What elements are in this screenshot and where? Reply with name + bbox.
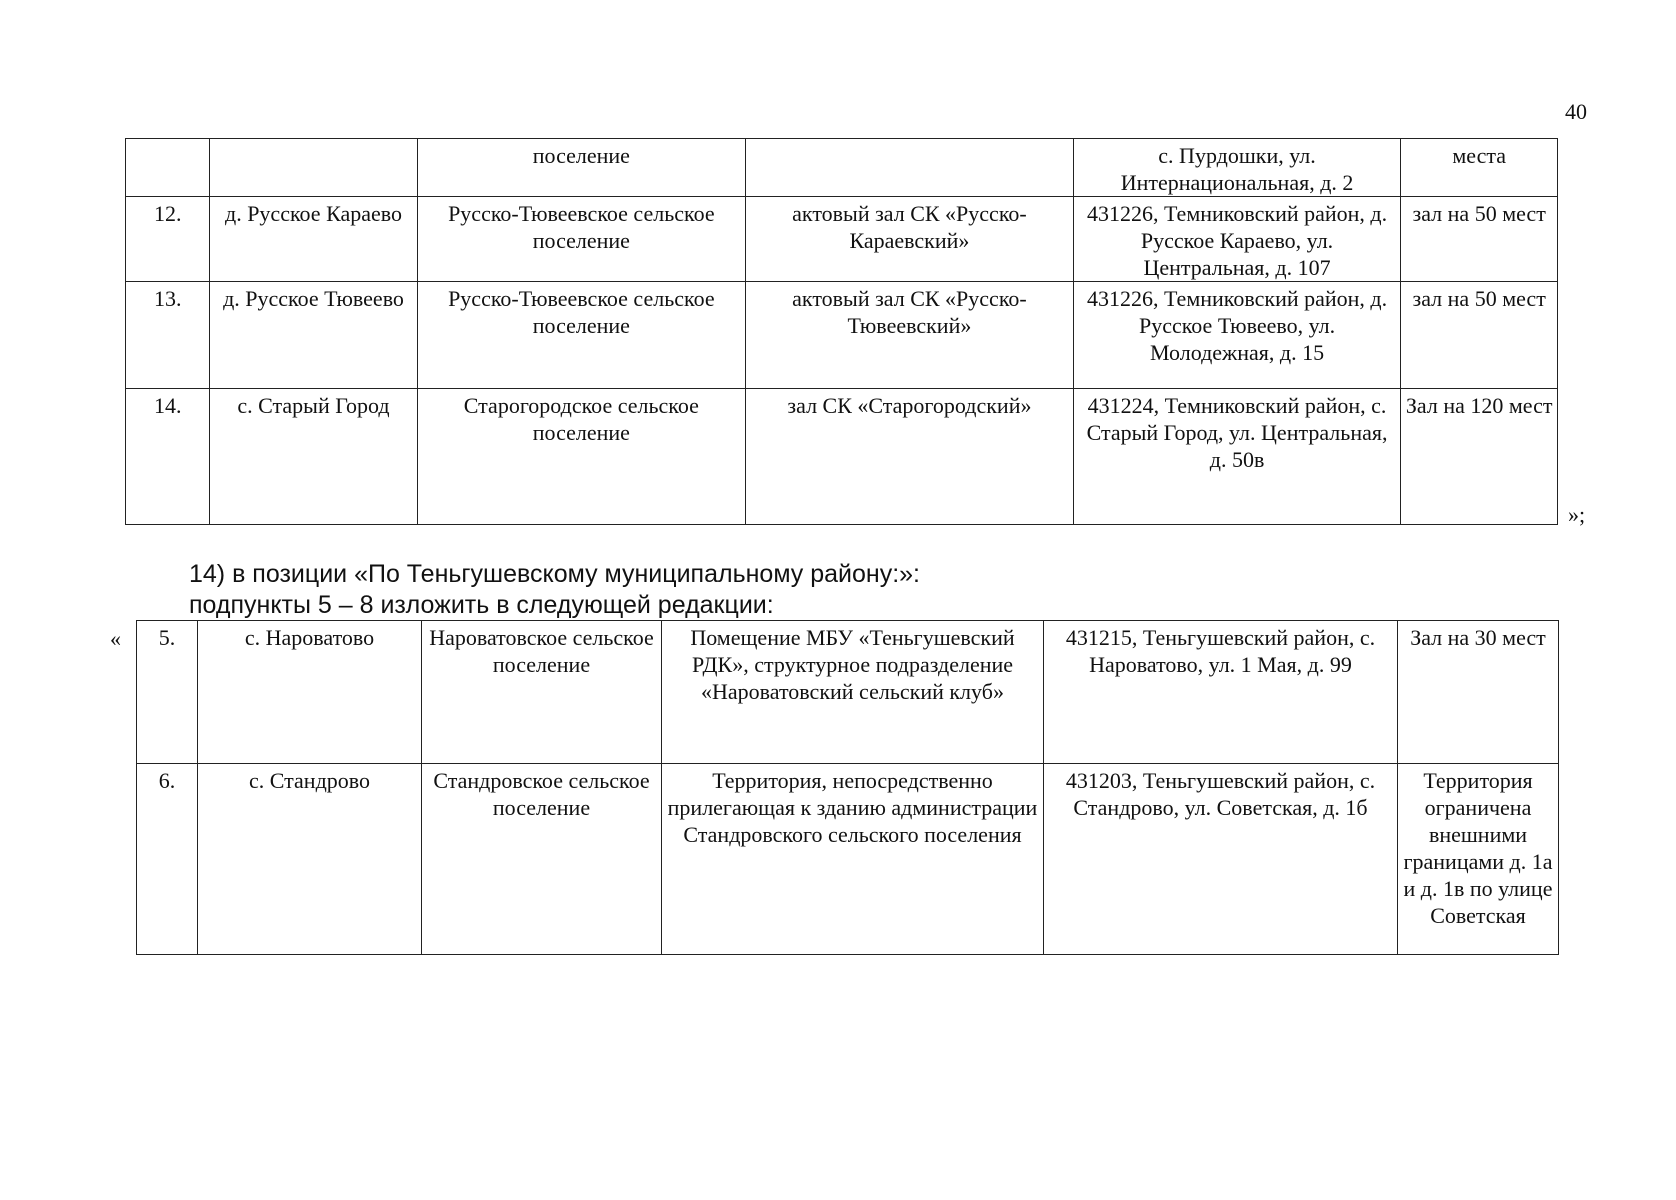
locations-table-continued	[125, 138, 1558, 525]
address-cell: с. Пурдошки, ул. Интернациональная, д. 2	[1073, 139, 1401, 197]
table-row	[126, 389, 1558, 525]
table-row	[126, 139, 1558, 197]
venue-cell: актовый зал СК «Русско-Тювеевский»	[746, 282, 1074, 389]
closing-quote-mark: »;	[1568, 502, 1586, 527]
municipality-cell: Русско-Тювеевское сельское поселение	[417, 197, 746, 282]
row-number-cell: 13.	[126, 282, 210, 389]
municipality-cell: Русско-Тювеевское сельское поселение	[417, 282, 746, 389]
row-number-cell	[126, 139, 210, 197]
settlement-cell: с. Стандрово	[198, 764, 422, 955]
amendment-instruction: подпункты 5 – 8 изложить в следующей редакции:	[189, 591, 774, 619]
capacity-cell: Зал на 120 мест	[1401, 389, 1558, 525]
venue-cell: Помещение МБУ «Теньгушевский РДК», структурное подразделение «Нароватовский сельский клуб»	[662, 621, 1044, 764]
venue-cell: Территория, непосредственно прилегающая к зданию администрации Стандровского сельского поселения	[662, 764, 1044, 955]
locations-table-new	[136, 620, 1559, 955]
amendment-paragraph-14: 14) в позиции «По Теньгушевскому муниципальному району:»:	[189, 560, 921, 588]
row-number-cell: 6.	[137, 764, 198, 955]
capacity-cell: Территория ограничена внешними границами д. 1а и д. 1в по улице Советская	[1398, 764, 1559, 955]
capacity-cell: зал на 50 мест	[1401, 197, 1558, 282]
opening-quote-mark: «	[110, 626, 121, 651]
settlement-cell: с. Нароватово	[198, 621, 422, 764]
capacity-cell: места	[1401, 139, 1558, 197]
venue-cell: зал СК «Старогородский»	[746, 389, 1074, 525]
page-number: 40	[1565, 99, 1587, 124]
address-cell: 431203, Теньгушевский район, с. Стандрово, ул. Советская, д. 1б	[1044, 764, 1398, 955]
settlement-cell: д. Русское Караево	[210, 197, 417, 282]
municipality-cell: Старогородское сельское поселение	[417, 389, 746, 525]
address-cell: 431226, Темниковский район, д. Русское Тювеево, ул. Молодежная, д. 15	[1073, 282, 1401, 389]
row-number-cell: 14.	[126, 389, 210, 525]
address-cell: 431224, Темниковский район, с. Старый Город, ул. Центральная, д. 50в	[1073, 389, 1401, 525]
address-cell: 431215, Теньгушевский район, с. Нароватово, ул. 1 Мая, д. 99	[1044, 621, 1398, 764]
municipality-cell: Стандровское сельское поселение	[422, 764, 662, 955]
municipality-cell: поселение	[417, 139, 746, 197]
row-number-cell: 12.	[126, 197, 210, 282]
venue-cell: актовый зал СК «Русско-Караевский»	[746, 197, 1074, 282]
settlement-cell	[210, 139, 417, 197]
settlement-cell: д. Русское Тювеево	[210, 282, 417, 389]
table-row	[137, 764, 1559, 955]
settlement-cell: с. Старый Город	[210, 389, 417, 525]
capacity-cell: Зал на 30 мест	[1398, 621, 1559, 764]
venue-cell	[746, 139, 1074, 197]
table-row	[126, 197, 1558, 282]
address-cell: 431226, Темниковский район, д. Русское Караево, ул. Центральная, д. 107	[1073, 197, 1401, 282]
table-row	[137, 621, 1559, 764]
row-number-cell: 5.	[137, 621, 198, 764]
table-row	[126, 282, 1558, 389]
capacity-cell: зал на 50 мест	[1401, 282, 1558, 389]
municipality-cell: Нароватовское сельское поселение	[422, 621, 662, 764]
